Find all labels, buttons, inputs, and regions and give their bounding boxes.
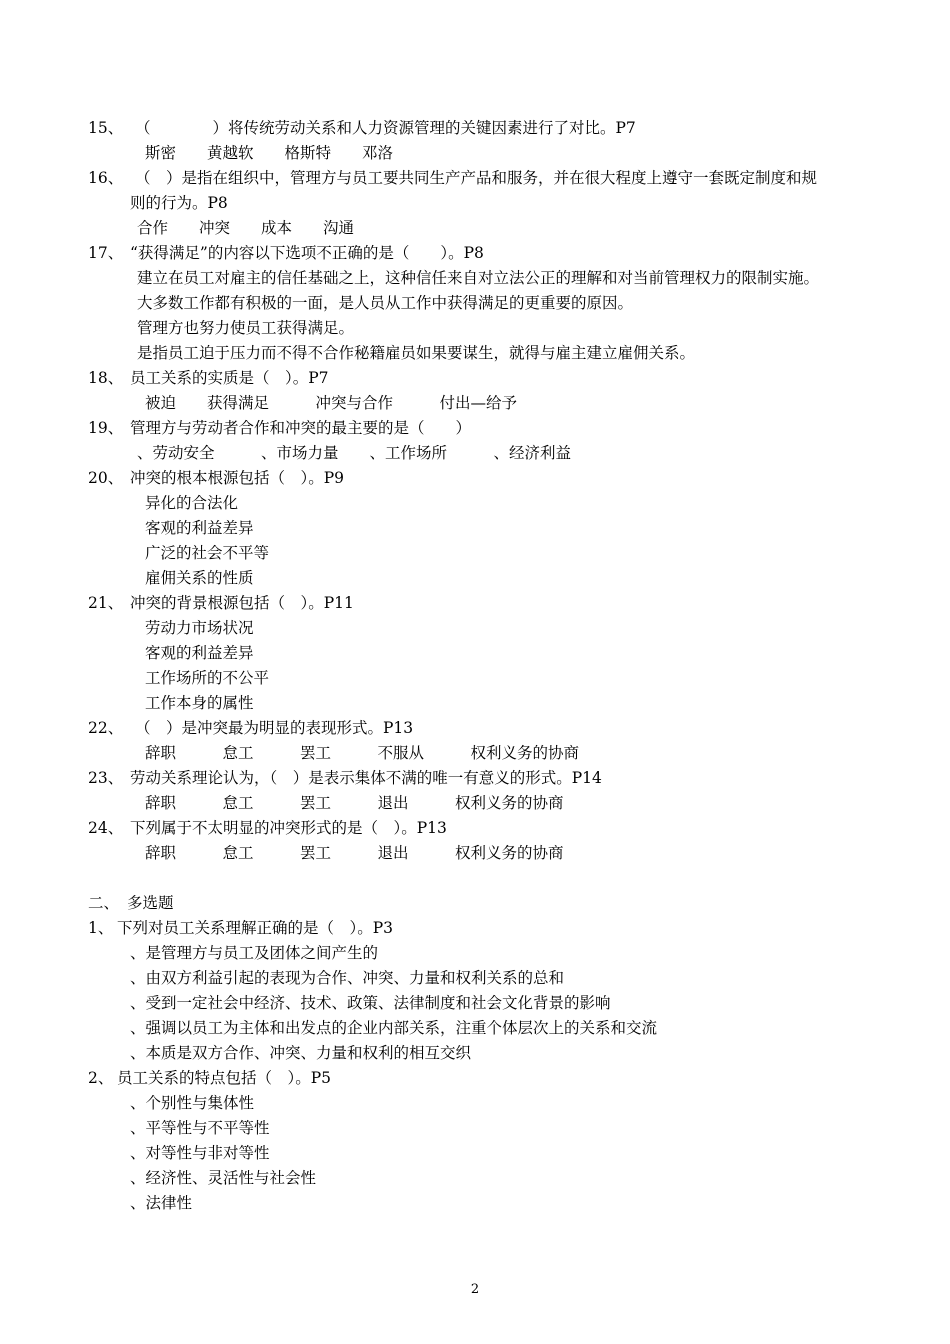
question-stem-continued: 则的行为。P8 <box>130 194 228 212</box>
question-number: 15、 <box>88 119 124 137</box>
section-number: 二、 <box>88 894 120 912</box>
question-stem: （ ）是指在组织中，管理方与员工要共同生产产品和服务，并在很大程度上遵守一套既定制度和规 <box>135 169 818 187</box>
question-number: 2、 <box>88 1069 114 1087</box>
question-number: 1、 <box>88 919 114 937</box>
question-stem: 劳动关系理论认为，（ ）是表示集体不满的唯一有意义的形式。P14 <box>130 769 602 787</box>
question-option: 、强调以员工为主体和出发点的企业内部关系，注重个体层次上的关系和交流 <box>130 1019 658 1037</box>
question-option: 异化的合法化 <box>145 494 239 512</box>
question-option: 、个别性与集体性 <box>130 1094 255 1112</box>
question-options: 辞职 怠工 罢工 退出 权利义务的协商 <box>145 794 564 812</box>
question-option: 客观的利益差异 <box>145 519 254 537</box>
question-number: 24、 <box>88 819 124 837</box>
question-options: 辞职 怠工 罢工 退出 权利义务的协商 <box>145 844 564 862</box>
question-option: 、法律性 <box>130 1194 193 1212</box>
question-option: 工作本身的属性 <box>145 694 254 712</box>
question-option: 劳动力市场状况 <box>145 619 254 637</box>
question-stem: 冲突的根本根源包括（ ）。P9 <box>130 469 345 487</box>
question-option: 、受到一定社会中经济、技术、政策、法律制度和社会文化背景的影响 <box>130 994 611 1012</box>
question-stem: （ ）将传统劳动关系和人力资源管理的关键因素进行了对比。P7 <box>135 119 636 137</box>
question-options: 斯密 黄越软 格斯特 邓洛 <box>145 144 394 162</box>
question-stem: 下列对员工关系理解正确的是（ ）。P3 <box>117 919 394 937</box>
question-option: 、经济性、灵活性与社会性 <box>130 1169 317 1187</box>
question-option: 、平等性与不平等性 <box>130 1119 270 1137</box>
question-option: 广泛的社会不平等 <box>145 544 270 562</box>
question-option: 、由双方利益引起的表现为合作、冲突、力量和权利关系的总和 <box>130 969 565 987</box>
section-title: 多选题 <box>127 894 174 912</box>
question-number: 17、 <box>88 244 124 262</box>
question-option: 建立在员工对雇主的信任基础之上，这种信任来自对立法公正的理解和对当前管理权力的限制实施。 <box>137 269 820 287</box>
question-number: 20、 <box>88 469 124 487</box>
question-stem: 管理方与劳动者合作和冲突的最主要的是（ ） <box>130 419 472 437</box>
question-options: 被迫 获得满足 冲突与合作 付出—给予 <box>145 394 518 412</box>
question-stem: 冲突的背景根源包括（ ）。P11 <box>130 594 354 612</box>
question-option: 、是管理方与员工及团体之间产生的 <box>130 944 379 962</box>
question-number: 23、 <box>88 769 124 787</box>
question-option: 、本质是双方合作、冲突、力量和权利的相互交织 <box>130 1044 472 1062</box>
question-option: 工作场所的不公平 <box>145 669 270 687</box>
question-option: 管理方也努力使员工获得满足。 <box>137 319 355 337</box>
question-number: 19、 <box>88 419 124 437</box>
question-number: 21、 <box>88 594 124 612</box>
question-option: 、对等性与非对等性 <box>130 1144 270 1162</box>
question-number: 22、 <box>88 719 124 737</box>
page-number: 2 <box>470 1282 480 1297</box>
question-stem: “获得满足”的内容以下选项不正确的是（ ）。P8 <box>130 244 484 262</box>
question-stem: 员工关系的实质是（ ）。P7 <box>130 369 329 387</box>
question-stem: 下列属于不太明显的冲突形式的是（ ）。P13 <box>130 819 447 837</box>
question-option: 客观的利益差异 <box>145 644 254 662</box>
question-options: 、劳动安全 、市场力量 、工作场所 、经济利益 <box>137 444 572 462</box>
question-options: 合作 冲突 成本 沟通 <box>137 219 355 237</box>
question-option: 是指员工迫于压力而不得不合作秘籍雇员如果要谋生，就得与雇主建立雇佣关系。 <box>137 344 696 362</box>
question-options: 辞职 怠工 罢工 不服从 权利义务的协商 <box>145 744 580 762</box>
question-number: 18、 <box>88 369 124 387</box>
question-option: 雇佣关系的性质 <box>145 569 254 587</box>
question-number: 16、 <box>88 169 124 187</box>
question-stem: （ ）是冲突最为明显的表现形式。P13 <box>135 719 414 737</box>
question-option: 大多数工作都有积极的一面，是人员从工作中获得满足的更重要的原因。 <box>137 294 634 312</box>
question-stem: 员工关系的特点包括（ ）。P5 <box>117 1069 332 1087</box>
